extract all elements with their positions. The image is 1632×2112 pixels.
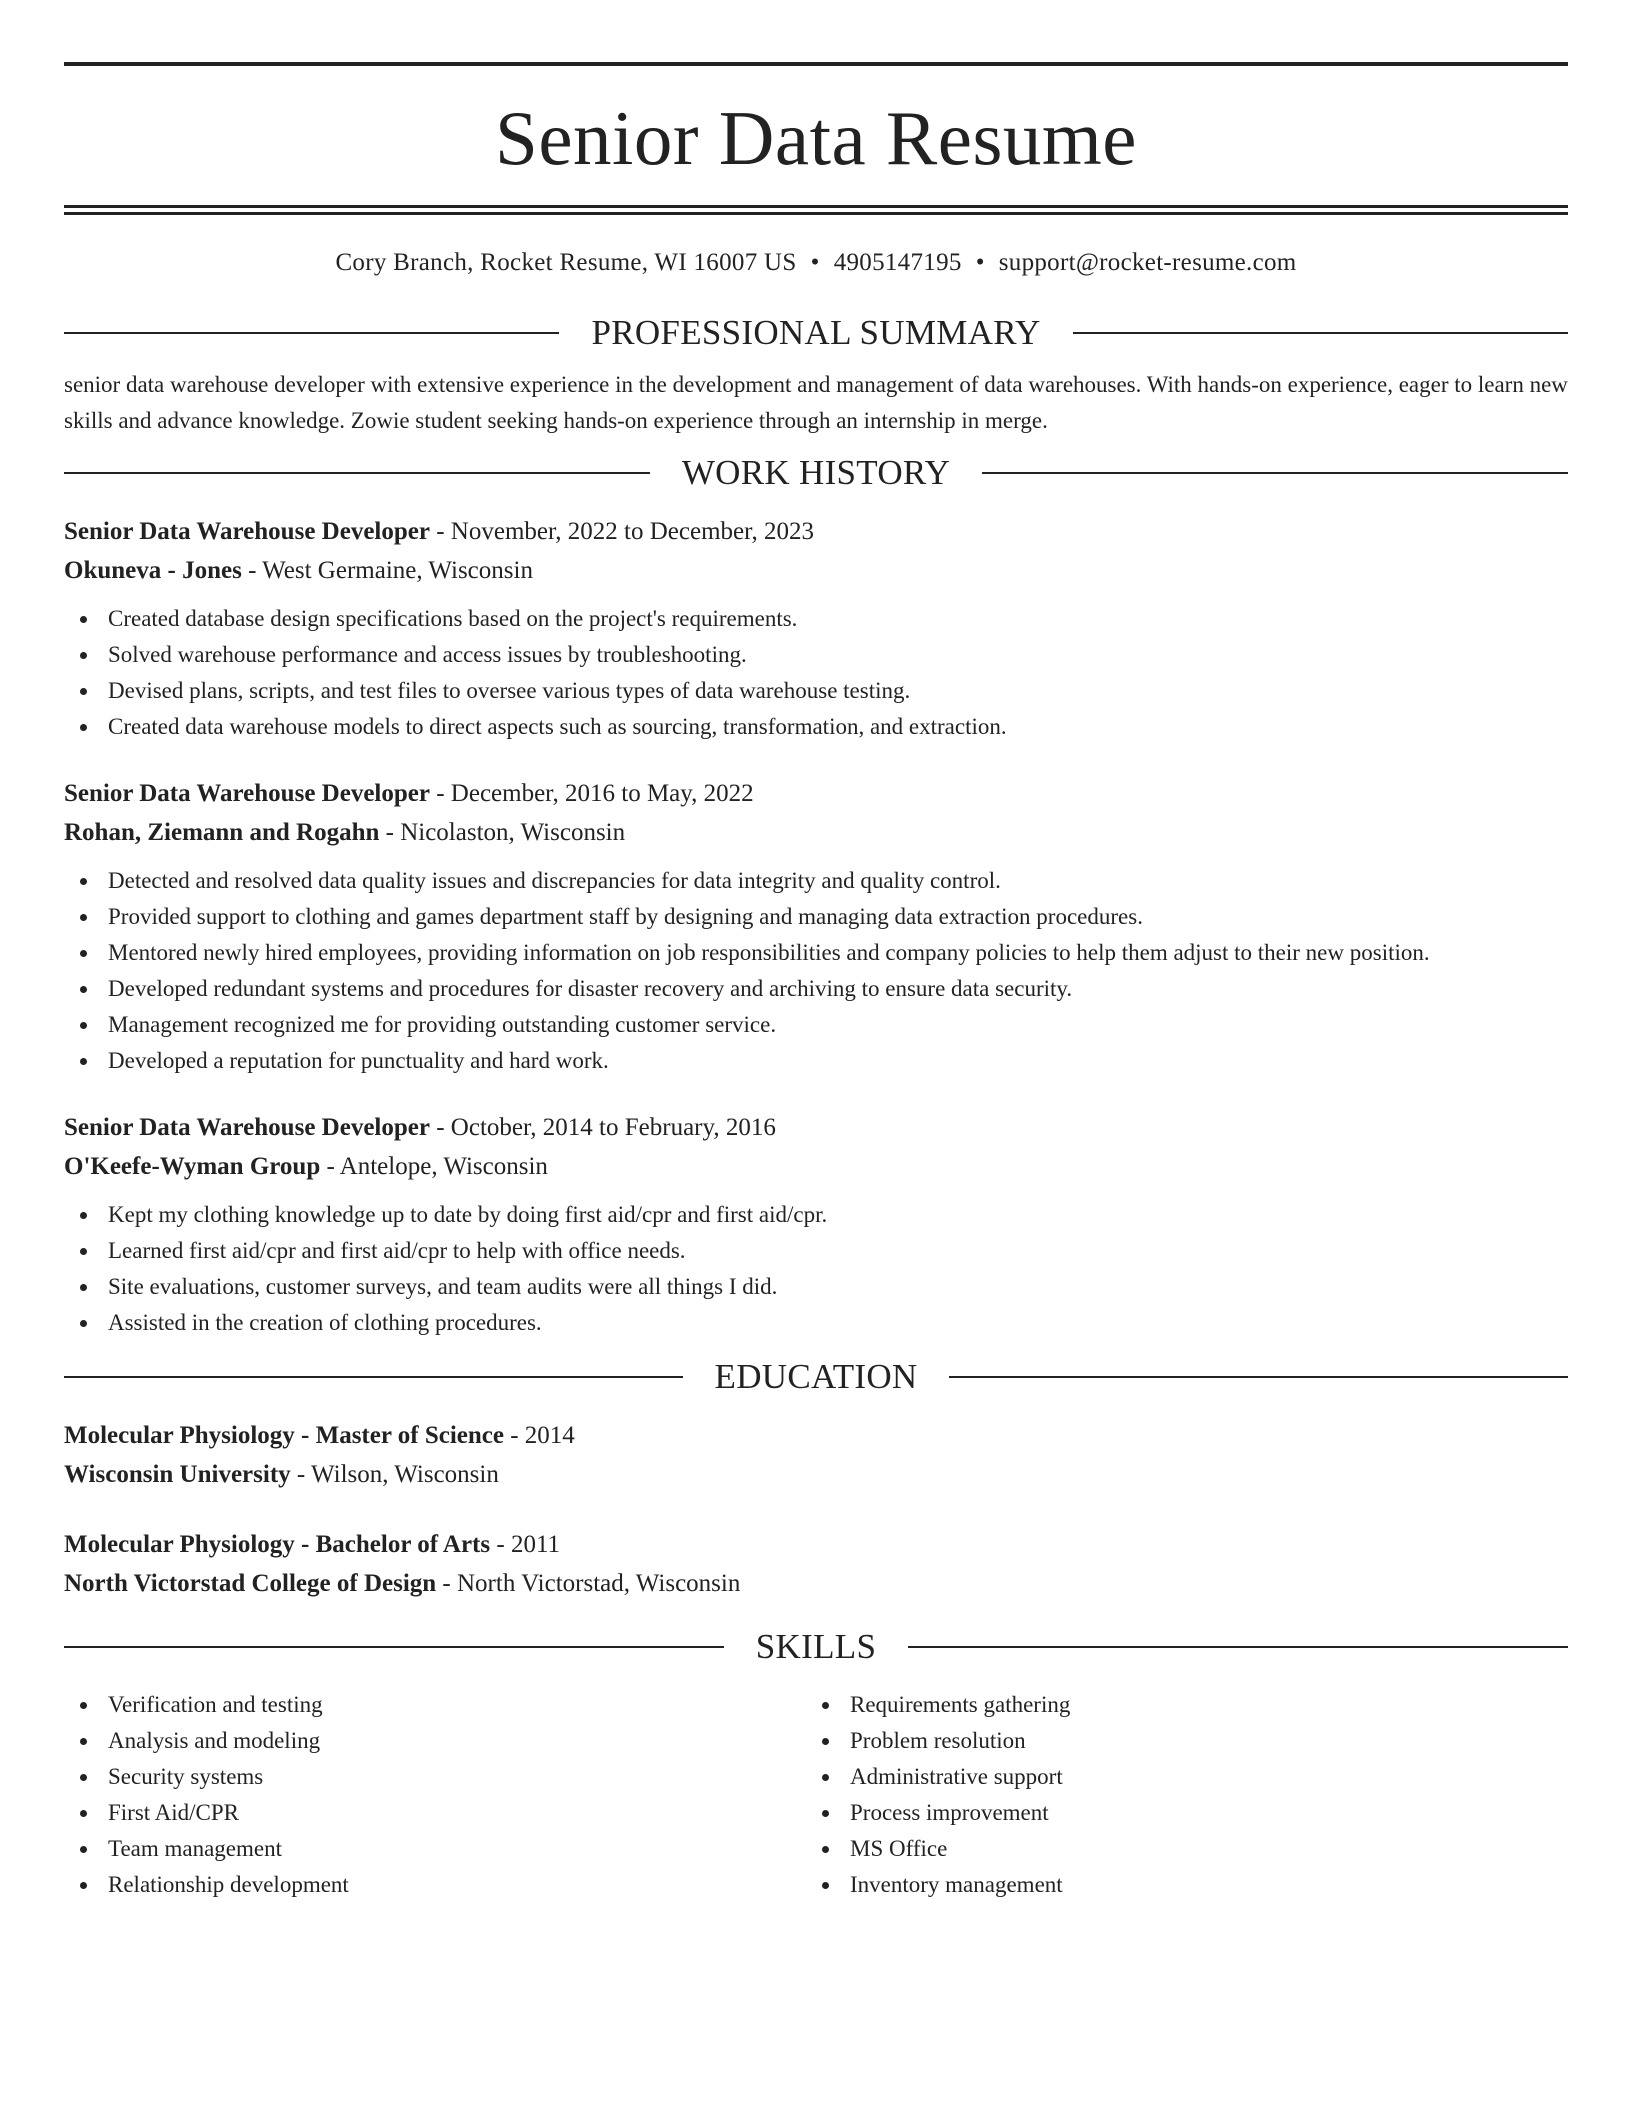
job-dates: - December, 2016 to May, 2022 — [429, 780, 754, 807]
degree-line — [64, 1416, 1568, 1455]
school-line — [64, 1564, 1568, 1603]
section-rule-right — [949, 1376, 1568, 1378]
job-company-line — [64, 551, 1568, 590]
list-item: Management recognized me for providing outstanding customer service. — [64, 1007, 1568, 1043]
school-line — [64, 1455, 1568, 1494]
list-item: Detected and resolved data quality issues and discrepancies for data integrity and quality control. — [64, 863, 1568, 899]
list-item: Inventory management — [806, 1867, 1548, 1903]
job-company-line — [64, 1147, 1568, 1186]
school: Wisconsin University — [64, 1461, 291, 1488]
job-company: Okuneva - Jones — [64, 557, 242, 584]
list-item: Problem resolution — [806, 1723, 1548, 1759]
list-item: Security systems — [64, 1759, 806, 1795]
contact-email: support@rocket-resume.com — [998, 249, 1297, 276]
education-entry — [64, 1416, 1568, 1494]
school-location: - Wilson, Wisconsin — [290, 1461, 499, 1488]
list-item: Relationship development — [64, 1867, 806, 1903]
job-bullets — [64, 863, 1568, 1079]
education-section-header — [64, 1355, 1568, 1399]
degree-line — [64, 1525, 1568, 1564]
list-item: Learned first aid/cpr and first aid/cpr to help with office needs. — [64, 1233, 1568, 1269]
section-rule-right — [982, 472, 1568, 474]
list-item: Provided support to clothing and games department staff by designing and managing data extraction procedures. — [64, 899, 1568, 935]
section-rule-right — [908, 1646, 1568, 1648]
job-title: Senior Data Warehouse Developer — [64, 1114, 430, 1141]
education-entry — [64, 1525, 1568, 1603]
job-title: Senior Data Warehouse Developer — [64, 518, 430, 545]
degree-year: - 2011 — [490, 1531, 561, 1558]
list-item: Team management — [64, 1831, 806, 1867]
list-item: Created data warehouse models to direct aspects such as sourcing, transformation, and extraction. — [64, 709, 1568, 745]
job-entry — [64, 774, 1568, 1079]
contact-line — [64, 249, 1568, 289]
skills-column-left — [64, 1687, 806, 1903]
job-dates: - October, 2014 to February, 2016 — [429, 1114, 776, 1141]
list-item: Mentored newly hired employees, providing information on job responsibilities and company policies to help them adjust to their new position. — [64, 935, 1568, 971]
resume-title: Senior Data Resume — [495, 95, 1137, 181]
section-rule-left — [64, 1646, 724, 1648]
list-item: Kept my clothing knowledge up to date by doing first aid/cpr and first aid/cpr. — [64, 1197, 1568, 1233]
job-location: - Antelope, Wisconsin — [320, 1153, 548, 1180]
job-entry — [64, 1108, 1568, 1341]
work-section-header — [64, 451, 1568, 495]
job-title-line — [64, 774, 1568, 813]
list-item: Requirements gathering — [806, 1687, 1548, 1723]
contact-separator: • — [975, 249, 985, 276]
job-location: - Nicolaston, Wisconsin — [379, 819, 626, 846]
job-bullets — [64, 1197, 1568, 1341]
skills-column-right — [806, 1687, 1548, 1903]
work-heading: WORK HISTORY — [681, 453, 951, 492]
job-location: - West Germaine, Wisconsin — [241, 557, 533, 584]
list-item: Developed redundant systems and procedures for disaster recovery and archiving to ensure data security. — [64, 971, 1568, 1007]
job-title-line — [64, 512, 1568, 551]
title-double-rule — [64, 205, 1568, 215]
school-location: - North Victorstad, Wisconsin — [436, 1570, 741, 1597]
section-rule-right — [1073, 332, 1568, 334]
degree: Molecular Physiology - Bachelor of Arts — [64, 1531, 491, 1558]
section-rule-left — [64, 332, 559, 334]
skills-grid — [64, 1687, 1568, 1903]
job-company: O'Keefe-Wyman Group — [64, 1153, 321, 1180]
list-item: Verification and testing — [64, 1687, 806, 1723]
job-title-line — [64, 1108, 1568, 1147]
list-item: Analysis and modeling — [64, 1723, 806, 1759]
job-company: Rohan, Ziemann and Rogahn — [64, 819, 380, 846]
list-item: MS Office — [806, 1831, 1548, 1867]
list-item: Assisted in the creation of clothing procedures. — [64, 1305, 1568, 1341]
list-item: Created database design specifications based on the project's requirements. — [64, 601, 1568, 637]
skills-heading: SKILLS — [755, 1627, 877, 1666]
section-rule-left — [64, 1376, 683, 1378]
skills-section-header — [64, 1625, 1568, 1669]
degree-year: - 2014 — [503, 1422, 575, 1449]
education-heading: EDUCATION — [714, 1357, 918, 1396]
job-company-line — [64, 813, 1568, 852]
school: North Victorstad College of Design — [64, 1570, 437, 1597]
list-item: First Aid/CPR — [64, 1795, 806, 1831]
contact-separator: • — [810, 249, 820, 276]
summary-section-header — [64, 311, 1568, 355]
summary-heading: PROFESSIONAL SUMMARY — [591, 313, 1041, 352]
section-rule-left — [64, 472, 650, 474]
job-dates: - November, 2022 to December, 2023 — [429, 518, 814, 545]
list-item: Administrative support — [806, 1759, 1548, 1795]
job-entry — [64, 512, 1568, 745]
list-item: Site evaluations, customer surveys, and team audits were all things I did. — [64, 1269, 1568, 1305]
job-bullets — [64, 601, 1568, 745]
list-item: Solved warehouse performance and access issues by troubleshooting. — [64, 637, 1568, 673]
summary-text: senior data warehouse developer with extensive experience in the development and management of data warehouses. With hands-on experience, eager to learn new skills and advance knowledge. Zowie student seeking hands-on experience through an internship in merge. — [64, 372, 1568, 433]
job-title: Senior Data Warehouse Developer — [64, 780, 430, 807]
list-item: Developed a reputation for punctuality and hard work. — [64, 1043, 1568, 1079]
contact-phone: 4905147195 — [833, 249, 962, 276]
list-item: Process improvement — [806, 1795, 1548, 1831]
contact-address: Cory Branch, Rocket Resume, WI 16007 US — [335, 249, 797, 276]
degree: Molecular Physiology - Master of Science — [64, 1422, 504, 1449]
list-item: Devised plans, scripts, and test files to oversee various types of data warehouse testing. — [64, 673, 1568, 709]
